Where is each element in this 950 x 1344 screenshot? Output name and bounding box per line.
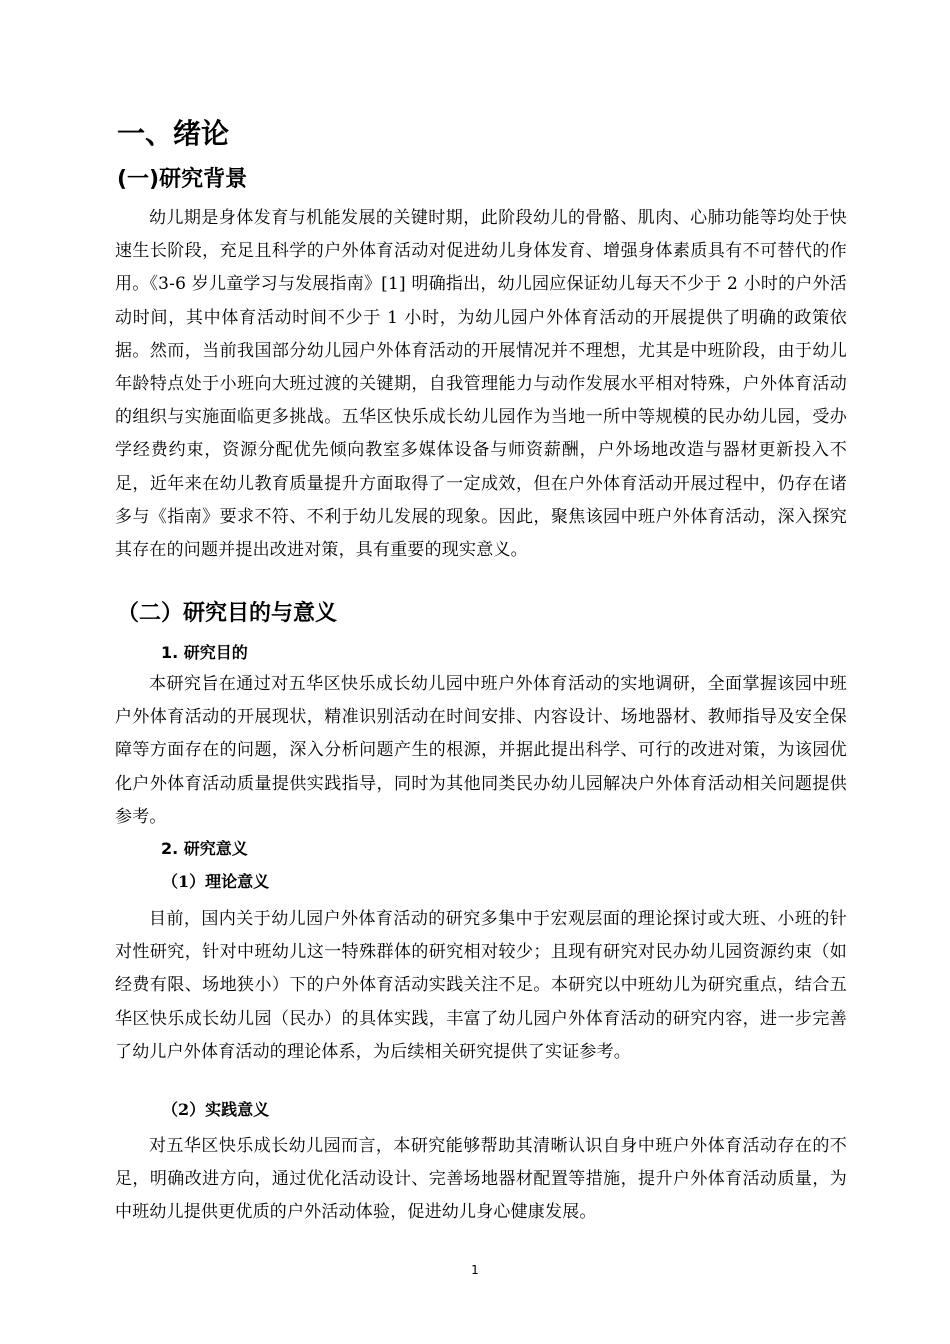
section-heading-purpose-and-significance: （二）研究目的与意义	[117, 601, 338, 626]
paragraph-research-background: 幼儿期是身体发育与机能发展的关键时期，此阶段幼儿的骨骼、肌肉、心肺功能等均处于快速生长阶段，充足且科学的户外体育活动对促进幼儿身体发育、增强身体素质具有不可替代的作用。《3-6 岁儿童学习与发展指南》[1] 明确指出，幼儿园应保证幼儿每天不少于 2 小时的户外活动时间，其中体育活动时间不少于 1 小时，为幼儿园户外体育活动的开展提供了明确的政策依据。然而，当前我国部分幼儿园户外体育活动的开展情况并不理想，尤其是中班阶段，由于幼儿年龄特点处于小班向大班过渡的关键期，自我管理能力与动作发展水平相对特殊，户外体育活动的组织与实施面临更多挑战。五华区快乐成长幼儿园作为当地一所中等规模的民办幼儿园，受办学经费约束，资源分配优先倾向教室多媒体设备与师资薪酬，户外场地改造与器材更新投入不足，近年来在幼儿教育质量提升方面取得了一定成效，但在户外体育活动开展过程中，仍存在诸多与《指南》要求不符、不利于幼儿发展的现象。因此，聚焦该园中班户外体育活动，深入探究其存在的问题并提出改进对策，具有重要的现实意义。	[115, 208, 847, 561]
subsection-heading-research-purpose: 1. 研究目的	[161, 643, 248, 662]
subsection-heading-research-significance: 2. 研究意义	[161, 839, 248, 858]
section-heading-research-background: (一)研究背景	[117, 167, 248, 192]
item-heading-theoretical-significance: （1）理论意义	[162, 872, 270, 891]
page-number: 1	[471, 1263, 479, 1277]
paragraph-practical-significance: 对五华区快乐成长幼儿园而言，本研究能够帮助其清晰认识自身中班户外体育活动存在的不足，明确改进方向，通过优化活动设计、完善场地器材配置等措施，提升户外体育活动质量，为中班幼儿提供更优质的户外活动体验，促进幼儿身心健康发展。	[115, 1136, 847, 1223]
chapter-title: 一、绪论	[117, 117, 230, 150]
item-heading-practical-significance: （2）实践意义	[162, 1100, 270, 1119]
paragraph-theoretical-significance: 目前，国内关于幼儿园户外体育活动的研究多集中于宏观层面的理论探讨或大班、小班的针对性研究，针对中班幼儿这一特殊群体的研究相对较少；且现有研究对民办幼儿园资源约束（如经费有限、场地狭小）下的户外体育活动实践关注不足。本研究以中班幼儿为研究重点，结合五华区快乐成长幼儿园（民办）的具体实践，丰富了幼儿园户外体育活动的研究内容，进一步完善了幼儿户外体育活动的理论体系，为后续相关研究提供了实证参考。	[115, 909, 847, 1062]
paragraph-research-purpose: 本研究旨在通过对五华区快乐成长幼儿园中班户外体育活动的实地调研，全面掌握该园中班户外体育活动的开展现状，精准识别活动在时间安排、内容设计、场地器材、教师指导及安全保障等方面存在的问题，深入分析问题产生的根源，并据此提出科学、可行的改进对策，为该园优化户外体育活动质量提供实践指导，同时为其他同类民办幼儿园解决户外体育活动相关问题提供参考。	[115, 674, 847, 827]
